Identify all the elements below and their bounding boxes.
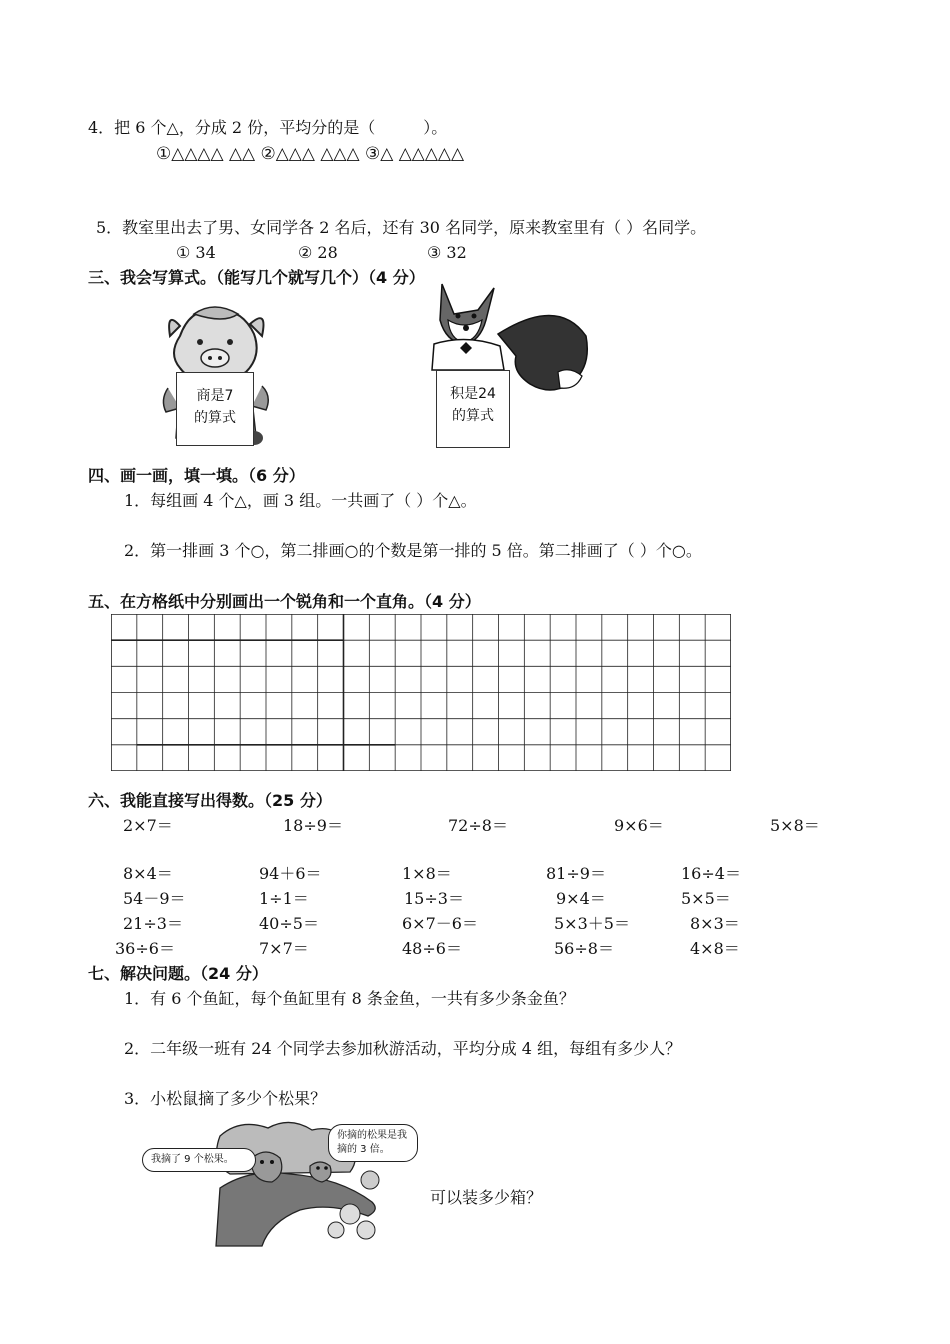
calc-row1-1: 2×7＝ xyxy=(123,816,173,835)
section-4-question-1: 1．每组画 4 个△，画 3 组。一共画了（ ）个△。 xyxy=(124,491,477,510)
fox-card-line-1: 积是24 xyxy=(450,386,496,402)
calc-row3-2: 1÷1＝ xyxy=(259,889,309,908)
pig-card-line-1: 商是7 xyxy=(196,388,234,404)
section-4-heading: 四、画一画，填一填。（6 分） xyxy=(88,466,305,485)
question-5-option-1: ① 34 xyxy=(176,243,216,262)
calc-row1-5: 5×8＝ xyxy=(770,816,820,835)
section-4-question-2: 2．第一排画 3 个○，第二排画○的个数是第一排的 5 倍。第二排画了（ ）个○。 xyxy=(124,541,702,560)
calc-row5-3: 48÷6＝ xyxy=(402,939,462,958)
speech-bubble-right: 你摘的松果是我摘的 3 倍。 xyxy=(328,1124,418,1162)
section-7-heading: 七、解决问题。（24 分） xyxy=(88,964,268,983)
question-4-options: ①△△△△ △△ ②△△△ △△△ ③△ △△△△△ xyxy=(156,144,465,164)
calc-row3-5: 5×5＝ xyxy=(681,889,731,908)
calc-row5-4: 56÷8＝ xyxy=(554,939,614,958)
section-3-heading: 三、我会写算式。（能写几个就写几个）（4 分） xyxy=(88,268,425,287)
section-7-question-3: 3．小松鼠摘了多少个松果？ xyxy=(124,1089,327,1108)
calc-row4-5: 8×3＝ xyxy=(690,914,740,933)
calc-row2-1: 8×4＝ xyxy=(123,864,173,883)
question-5-option-3: ③ 32 xyxy=(427,243,467,262)
calc-row5-2: 7×7＝ xyxy=(259,939,309,958)
grid-paper[interactable] xyxy=(111,614,731,771)
calc-row3-4: 9×4＝ xyxy=(556,889,606,908)
question-5: 5．教室里出去了男、女同学各 2 名后，还有 30 名同学，原来教室里有（ ）名同学。 xyxy=(96,218,707,237)
pig-card-line-2: 的算式 xyxy=(194,410,236,426)
calc-row2-2: 94＋6＝ xyxy=(259,864,322,883)
section-6-heading: 六、我能直接写出得数。（25 分） xyxy=(88,791,332,810)
calc-row2-4: 81÷9＝ xyxy=(546,864,606,883)
calc-row1-3: 72÷8＝ xyxy=(448,816,508,835)
pig-card xyxy=(176,372,254,446)
calc-row3-3: 15÷3＝ xyxy=(404,889,464,908)
section-7-question-2: 2．二年级一班有 24 个同学去参加秋游活动，平均分成 4 组，每组有多少人？ xyxy=(124,1039,682,1058)
fox-card-line-2: 的算式 xyxy=(452,408,494,424)
calc-row2-5: 16÷4＝ xyxy=(681,864,741,883)
section-7-question-1: 1．有 6 个鱼缸，每个鱼缸里有 8 条金鱼，一共有多少条金鱼？ xyxy=(124,989,575,1008)
calc-row4-1: 21÷3＝ xyxy=(123,914,183,933)
calc-row1-4: 9×6＝ xyxy=(614,816,664,835)
speech-bubble-left: 我摘了 9 个松果。 xyxy=(142,1148,256,1172)
calc-row3-1: 54－9＝ xyxy=(123,889,186,908)
fox-card xyxy=(436,370,510,448)
calc-row5-1: 36÷6＝ xyxy=(115,939,175,958)
calc-row4-4: 5×3＋5＝ xyxy=(554,914,630,933)
section-7-side-text: 可以装多少箱？ xyxy=(430,1188,543,1207)
question-4: 4．把 6 个△，分成 2 份，平均分的是（ ）。 xyxy=(88,118,448,137)
calc-row2-3: 1×8＝ xyxy=(402,864,452,883)
section-5-heading: 五、在方格纸中分别画出一个锐角和一个直角。（4 分） xyxy=(88,592,481,611)
question-5-option-2: ② 28 xyxy=(298,243,338,262)
calc-row4-2: 40÷5＝ xyxy=(259,914,319,933)
calc-row4-3: 6×7－6＝ xyxy=(402,914,478,933)
calc-row1-2: 18÷9＝ xyxy=(283,816,343,835)
calc-row5-5: 4×8＝ xyxy=(690,939,740,958)
